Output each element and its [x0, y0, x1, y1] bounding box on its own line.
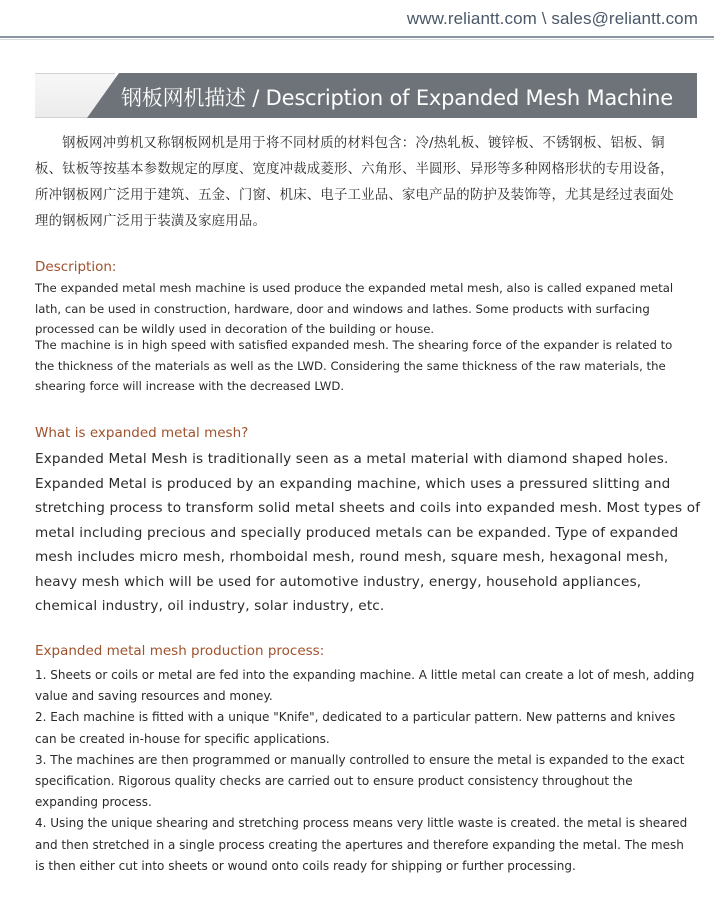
banner-title: 钢板网机描述 / Description of Expanded Mesh Machine	[121, 86, 673, 110]
process-step-3: 3. The machines are then programmed or manually controlled to ensure the metal is expanded to the exact specification. Rigorous quality checks are carried out to ensure product consistency throughout the expanding process.	[35, 752, 685, 810]
process-steps-list	[35, 665, 695, 877]
description-paragraph-1: The expanded metal mesh machine is used produce the expanded metal mesh, also is called expaned metal lath, can be used in construction, hardware, door and windows and lathes. Some products with surfacing processed can be wildly used in decoration of the building or house.	[35, 281, 674, 336]
process-heading: Expanded metal mesh production process:	[35, 643, 325, 659]
description-paragraph-2: The machine is in high speed with satisfied expanded mesh. The shearing force of the expander is related to the thickness of the materials as well as the LWD. Considering the same thickness of the raw materials, the shearing force will increase with the decreased LWD.	[35, 338, 673, 393]
what-is-paragraph: Expanded Metal Mesh is traditionally seen as a metal material with diamond shaped holes. Expanded Metal is produced by an expanding machine, which uses a pressured slitting and stretching process to transform solid metal sheets and coils into expanded mesh. Most types of metal including precious and specially produced metals can be expanded. Type of expanded mesh includes micro mesh, rhomboidal mesh, round mesh, square mesh, hexagonal mesh, heavy mesh which will be used for automotive industry, energy, household appliances, chemical industry, oil industry, solar industry, etc.	[35, 451, 701, 614]
process-step-4: 4. Using the unique shearing and stretching process means very little waste is created. the metal is sheared and then stretched in a single process creating the apertures and therefore expanding the metal. The mesh is then either cut into sheets or wound onto coils ready for shipping or further processing.	[35, 816, 688, 873]
what-is-heading: What is expanded metal mesh?	[35, 425, 249, 441]
description-heading: Description:	[35, 259, 117, 275]
process-step-1: 1. Sheets or coils or metal are fed into the expanding machine. A little metal can create a lot of mesh, adding value and saving resources and money.	[35, 668, 695, 704]
header-divider-light	[0, 39, 714, 40]
page-header	[0, 0, 714, 38]
contact-info: www.reliantt.com \ sales@reliantt.com	[406, 9, 698, 28]
header-divider	[0, 36, 714, 38]
intro-chinese-paragraph: 钢板网冲剪机又称钢板网机是用于将不同材质的材料包含：冷/热轧板、镀锌板、不锈钢板、铝板、铜板、钛板等按基本参数规定的厚度、宽度冲裁成菱形、六角形、半圆形、异形等多种网格形状的专用设备，所冲钢板网广泛用于建筑、五金、门窗、机床、电子工业品、家电产品的防护及装饰等，尤其是经过表面处理的钢板网广泛用于装潢及家庭用品。	[35, 136, 674, 229]
process-step-2: 2. Each machine is fitted with a unique "Knife", dedicated to a particular pattern. New patterns and knives can be created in-house for specific applications.	[35, 710, 676, 746]
section-banner	[35, 73, 697, 118]
